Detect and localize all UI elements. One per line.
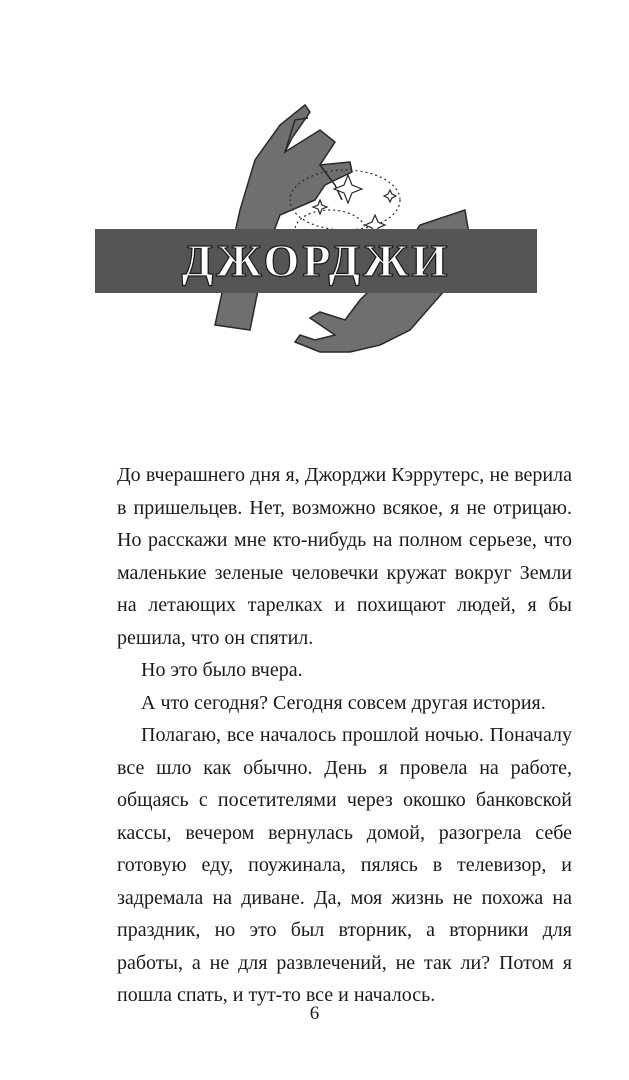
paragraph: Полагаю, все началось прошлой ночью. Поначалу все шло как обычно. День я провела на работе, общаясь с посетителями через окошко банковской кассы, вечером вернулась домой, разогрела себе готовую еду, поужинала, пялясь в телевизор, и задремала на диване. Да, моя жизнь не похожа на праздник, но это был вторник, а вторники для работы, а не для развлечений, не так ли? Потом я пошла спать, и тут-то все и началось. xyxy=(117,724,572,1006)
paragraph: Но это было вчера. xyxy=(141,659,303,681)
body-text xyxy=(117,459,572,1012)
chapter-title: ДЖОРДЖИ xyxy=(181,235,451,286)
paragraph: А что сегодня? Сегодня совсем другая история. xyxy=(141,691,546,714)
page-number: 6 xyxy=(309,1003,320,1024)
upper-hand-icon xyxy=(215,105,352,330)
paragraph: До вчерашнего дня я, Джорджи Кэррутерс, не верила в пришельцев. Нет, возможно всякое, я не отрицаю. Но расскажи мне кто-нибудь на полном серьезе, что маленькие зеленые человечки кружат вокруг Земли на летающих тарелках и похищают людей, я бы решила, что он спятил. xyxy=(117,464,572,649)
